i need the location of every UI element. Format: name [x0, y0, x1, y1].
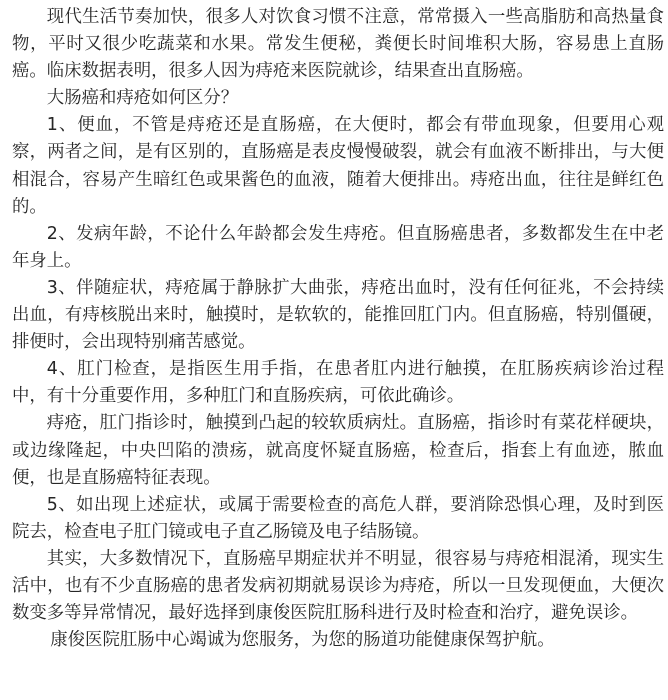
intro-paragraph: 现代生活节奏加快，很多人对饮食习惯不注意，常常摄入一些高脂肪和高热量食物，平时又很少吃蔬菜和水果。常发生便秘，粪便长时间堆积大肠，容易患上直肠癌。临床数据表明，很多人因为痔疮来医院就诊，结果查出直肠癌。: [12, 7, 664, 82]
closing-slogan: 康俊医院肛肠中心竭诚为您服务，为您的肠道功能健康保驾护航。: [50, 630, 555, 651]
point-2-onset-age: 2、发病年龄，不论什么年龄都会发生痔疮。但直肠癌患者，多数都发生在中老年身上。: [12, 223, 664, 271]
point-5-seek-care: 5、如出现上述症状，或属于需要检查的高危人群，要消除恐惧心理，及时到医院去，检查电子肛门镜或电子直乙肠镜及电子结肠镜。: [12, 494, 664, 542]
exam-findings-paragraph: 痔疮，肛门指诊时，触摸到凸起的较软质病灶。直肠癌，指诊时有菜花样硬块，或边缘隆起，中央凹陷的溃疡，就高度怀疑直肠癌，检查后，指套上有血迹，脓血便，也是直肠癌特征表现。: [12, 413, 664, 488]
point-3-symptoms: 3、伴随症状，痔疮属于静脉扩大曲张，痔疮出血时，没有任何征兆，不会持续出血，有痔核脱出来时，触摸时，是软软的，能推回肛门内。但直肠癌，特别僵硬，排便时，会出现特别痛苦感觉。: [12, 277, 664, 353]
summary-paragraph: 其实，大多数情况下，直肠癌早期症状并不明显，很容易与痔疮相混淆，现实生活中，也有不少直肠癌的患者发病初期就易误诊为痔疮，所以一旦发现便血，大便次数变多等异常情况，最好选择到康俊医院肛肠科进行及时检查和治疗，避免误诊。: [12, 548, 664, 624]
question-heading: 大肠癌和痔疮如何区分？: [46, 88, 239, 109]
point-1-blood-in-stool: 1、便血，不管是痔疮还是直肠癌，在大便时，都会有带血现象，但要用心观察，两者之间，是有区别的，直肠癌是表皮慢慢破裂，就会有血液不断排出，与大便相混合，容易产生暗红色或果酱色的血液，随着大便排出。痔疮出血，往往是鲜红色的。: [12, 115, 664, 217]
point-4-anal-exam: 4、肛门检查，是指医生用手指，在患者肛内进行触摸，在肛肠疾病诊治过程中，有十分重要作用，多种肛门和直肠疾病，可依此确诊。: [12, 359, 664, 407]
